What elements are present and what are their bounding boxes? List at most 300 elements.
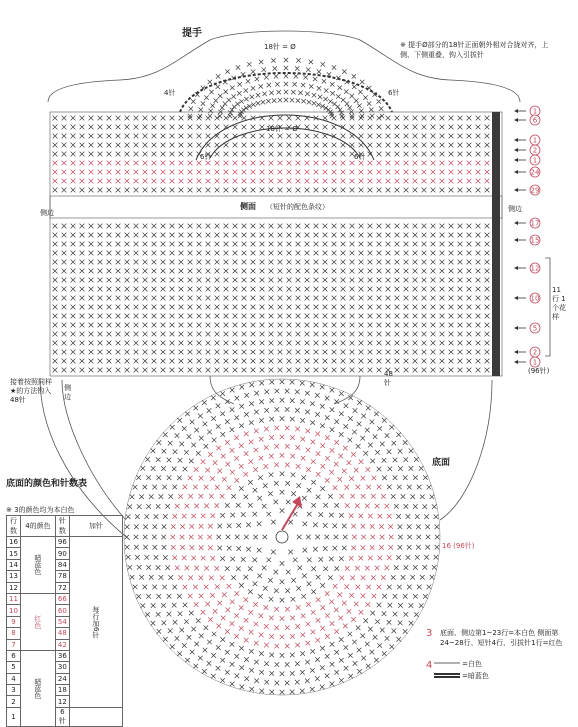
side-stitch (395, 296, 400, 301)
side-stitch (278, 134, 283, 139)
side-stitch (386, 152, 391, 157)
side-stitch (179, 125, 184, 130)
side-stitch (323, 359, 328, 364)
side-stitch (80, 161, 85, 166)
bottom-stitch (204, 485, 209, 490)
handle-stitch (348, 106, 352, 110)
side-stitch (98, 116, 103, 121)
side-stitch (341, 134, 346, 139)
bottom-stitch (291, 491, 296, 496)
handle-stitch (216, 74, 220, 78)
bottom-stitch (274, 588, 279, 593)
bottom-stitch (259, 689, 264, 694)
bottom-stitch (407, 524, 412, 529)
side-stitch (305, 242, 310, 247)
side-stitch (233, 296, 238, 301)
bottom-stitch (330, 427, 335, 432)
handle-stitch (264, 75, 268, 79)
side-stitch (485, 161, 490, 166)
bottom-stitch (208, 452, 213, 457)
side-stitch (323, 332, 328, 337)
side-stitch (269, 251, 274, 256)
bottom-stitch (254, 678, 259, 683)
side-stitch (314, 161, 319, 166)
side-stitch (449, 305, 454, 310)
bottom-stitch (311, 440, 316, 445)
bottom-stitch (275, 681, 280, 686)
side-stitch (323, 350, 328, 355)
side-stitch (188, 170, 193, 175)
bottom-stitch (230, 642, 235, 647)
side-stitch (368, 269, 373, 274)
bottom-stitch (222, 477, 227, 482)
bottom-stitch (394, 504, 399, 509)
side-stitch (395, 161, 400, 166)
side-stitch (458, 188, 463, 193)
bottom-stitch (293, 558, 298, 563)
bottom-stitch (393, 612, 398, 617)
bottom-stitch (230, 388, 235, 393)
bottom-stitch (254, 641, 259, 646)
bottom-stitch (211, 513, 216, 518)
side-stitch (80, 251, 85, 256)
side-stitch (377, 170, 382, 175)
side-stitch (53, 296, 58, 301)
handle-stitch (309, 60, 313, 64)
table-header: 行数 (7, 516, 21, 537)
side-stitch (251, 170, 256, 175)
side-stitch (341, 242, 346, 247)
side-stitch (116, 125, 121, 130)
bottom-stitch (365, 566, 370, 571)
side-stitch (161, 251, 166, 256)
side-stitch (323, 260, 328, 265)
side-stitch (296, 179, 301, 184)
bottom-stitch (264, 605, 269, 610)
side-stitch (359, 224, 364, 229)
side-stitch (98, 134, 103, 139)
handle-stitch (313, 77, 317, 81)
side-stitch (53, 134, 58, 139)
bottom-stitch (366, 467, 371, 472)
bottom-stitch (377, 603, 382, 608)
join-line-mid2 (334, 376, 360, 404)
bottom-stitch (161, 535, 166, 540)
bottom-stitch (203, 648, 208, 653)
side-stitch (260, 188, 265, 193)
side-stitch (188, 233, 193, 238)
bottom-stitch (320, 404, 325, 409)
side-stitch (260, 323, 265, 328)
bottom-stitch (253, 602, 258, 607)
side-stitch (485, 251, 490, 256)
side-stitch (449, 152, 454, 157)
side-stitch (170, 170, 175, 175)
side-stitch (368, 134, 373, 139)
side-stitch (341, 305, 346, 310)
side-stitch (143, 278, 148, 283)
side-stitch (152, 314, 157, 319)
bottom-stitch (333, 546, 338, 551)
handle-stitch (266, 99, 270, 103)
side-stitch (116, 233, 121, 238)
side-stitch (206, 368, 211, 373)
side-stitch (287, 143, 292, 148)
bottom-stitch (398, 621, 403, 626)
bottom-stitch (146, 475, 151, 480)
bottom-stitch (269, 616, 274, 621)
side-stitch (260, 125, 265, 130)
side-stitch (62, 341, 67, 346)
side-stitch (152, 179, 157, 184)
bottom-stitch (363, 451, 368, 456)
side-stitch (179, 332, 184, 337)
bottom-stitch (156, 565, 161, 570)
bottom-stitch (280, 616, 285, 621)
bottom-stitch (315, 432, 320, 437)
side-stitch (431, 188, 436, 193)
side-stitch (170, 341, 175, 346)
bottom-stitch (397, 585, 402, 590)
bottom-stitch (330, 621, 335, 626)
bottom-stitch (285, 644, 290, 649)
side-stitch (161, 260, 166, 265)
side-stitch (251, 161, 256, 166)
side-stitch (296, 242, 301, 247)
side-stitch (341, 296, 346, 301)
side-stitch (449, 350, 454, 355)
bottom-stitch (310, 420, 315, 425)
side-stitch (71, 287, 76, 292)
side-stitch (422, 314, 427, 319)
side-stitch (143, 314, 148, 319)
side-stitch (431, 323, 436, 328)
bottom-stitch (208, 524, 213, 529)
bottom-stitch (416, 545, 421, 550)
bottom-stitch (359, 556, 364, 561)
side-stitch (287, 179, 292, 184)
bottom-stitch (236, 503, 241, 508)
bottom-stitch (315, 657, 320, 662)
bottom-stitch (290, 653, 295, 658)
handle-stitch (210, 103, 214, 107)
side-stitch (269, 179, 274, 184)
bottom-stitch (230, 682, 235, 687)
side-stitch (476, 350, 481, 355)
bottom-stitch (193, 664, 198, 669)
side-stitch (314, 368, 319, 373)
bottom-stitch (269, 671, 274, 676)
side-stitch (107, 233, 112, 238)
side-stitch (314, 233, 319, 238)
side-stitch (278, 269, 283, 274)
bottom-stitch (306, 448, 311, 453)
side-stitch (386, 224, 391, 229)
side-stitch (224, 296, 229, 301)
side-stitch (377, 233, 382, 238)
side-stitch (269, 224, 274, 229)
side-stitch (278, 152, 283, 157)
side-stitch (350, 134, 355, 139)
side-stitch (62, 332, 67, 337)
side-stitch (71, 116, 76, 121)
bottom-stitch (348, 674, 353, 679)
side-stitch (431, 233, 436, 238)
side-stitch (440, 224, 445, 229)
bottom-stitch (151, 466, 156, 471)
handle-stitch (342, 69, 346, 73)
side-stitch (476, 242, 481, 247)
bottom-stitch (285, 407, 290, 412)
row-number: 10 (7, 605, 21, 616)
side-stitch (278, 341, 283, 346)
bottom-stitch (172, 555, 177, 560)
side-stitch (197, 242, 202, 247)
row-number: 4 (7, 673, 21, 684)
side-stitch (89, 278, 94, 283)
side-stitch (269, 278, 274, 283)
handle-stitch (250, 95, 254, 99)
side-stitch (305, 161, 310, 166)
bottom-stitch (211, 396, 216, 401)
bottom-stitch (161, 603, 166, 608)
side-stitch (206, 359, 211, 364)
side-stitch (323, 134, 328, 139)
bottom-stitch (212, 632, 217, 637)
bottom-stitch (248, 589, 253, 594)
side-stitch (242, 224, 247, 229)
bottom-stitch (295, 427, 300, 432)
bottom-stitch (342, 601, 347, 606)
side-stitch (341, 323, 346, 328)
side-stitch (161, 359, 166, 364)
bottom-stitch (378, 555, 383, 560)
stitch-count: 84 (55, 559, 69, 570)
side-stitch (71, 161, 76, 166)
side-stitch (287, 278, 292, 283)
bottom-stitch (220, 556, 225, 561)
side-stitch (80, 314, 85, 319)
side-stitch (341, 188, 346, 193)
bottom-stitch (196, 618, 201, 623)
handle-stitch (262, 67, 266, 71)
side-stitch (485, 233, 490, 238)
side-stitch (134, 242, 139, 247)
bottom-stitch (396, 637, 401, 642)
bottom-stitch (301, 594, 306, 599)
side-stitch (188, 143, 193, 148)
handle-stitch (236, 65, 240, 69)
side-stitch (350, 269, 355, 274)
table-title: 底面的颜色和针数表 (6, 479, 88, 489)
bottom-stitch (371, 535, 376, 540)
side-stitch (404, 359, 409, 364)
side-stitch (350, 341, 355, 346)
bottom-stitch (168, 441, 173, 446)
handle-stitch (241, 108, 245, 112)
side-stitch (206, 323, 211, 328)
side-stitch (179, 341, 184, 346)
row-marker-arrowhead (514, 350, 518, 354)
side-stitch (125, 296, 130, 301)
side-stitch (386, 260, 391, 265)
handle-stitch (251, 69, 255, 73)
side-stitch (251, 287, 256, 292)
bottom-stitch (198, 414, 203, 419)
side-stitch (242, 179, 247, 184)
side-stitch (377, 323, 382, 328)
bottom-stitch (230, 407, 235, 412)
side-stitch (332, 251, 337, 256)
side-stitch (476, 260, 481, 265)
side-stitch (134, 323, 139, 328)
side-stitch (431, 305, 436, 310)
row-marker-arrowhead (514, 238, 518, 242)
bottom-stitch (342, 469, 347, 474)
side-stitch (170, 359, 175, 364)
side-stitch (368, 341, 373, 346)
bottom-stitch (143, 535, 148, 540)
side-stitch (98, 323, 103, 328)
side-stitch (350, 143, 355, 148)
bottom-stitch (307, 512, 312, 517)
bottom-stitch (127, 565, 132, 570)
bottom-stitch (285, 662, 290, 667)
bottom-stitch (220, 513, 225, 518)
side-stitch (287, 233, 292, 238)
side-stitch (458, 143, 463, 148)
side-stitch (368, 143, 373, 148)
bottom-stitch (435, 535, 440, 540)
side-stitch (161, 350, 166, 355)
bottom-stitch (366, 602, 371, 607)
side-stitch (287, 368, 292, 373)
handle-stitch (220, 106, 224, 110)
side-stitch (440, 134, 445, 139)
side-stitch (332, 188, 337, 193)
bottom-stitch (403, 594, 408, 599)
side-stitch (89, 143, 94, 148)
bottom-stitch (275, 662, 280, 667)
side-stitch (62, 161, 67, 166)
side-stitch (404, 116, 409, 121)
bottom-stitch (424, 555, 429, 560)
bottom-stitch (328, 494, 333, 499)
side-stitch (89, 152, 94, 157)
bottom-stitch (134, 545, 139, 550)
bottom-stitch (432, 504, 437, 509)
side-stitch (53, 314, 58, 319)
table-header-row (7, 516, 123, 537)
side-stitch (179, 287, 184, 292)
bottom-stitch (231, 494, 236, 499)
side-stitch (440, 287, 445, 292)
bottom-stitch (264, 661, 269, 666)
side-stitch (125, 332, 130, 337)
bottom-stitch (225, 566, 230, 571)
bottom-stitch (244, 472, 249, 477)
bottom-stitch (175, 433, 180, 438)
bottom-stitch (210, 476, 215, 481)
side-stitch (161, 161, 166, 166)
bottom-stitch (393, 458, 398, 463)
side-stitch (323, 251, 328, 256)
side-stitch (269, 296, 274, 301)
side-stitch (323, 125, 328, 130)
handle-stitch (239, 99, 243, 103)
side-stitch (98, 242, 103, 247)
row-number: 2 (7, 696, 21, 707)
bottom-stitch (254, 429, 259, 434)
bottom-stitch (414, 612, 419, 617)
bottom-stitch (214, 566, 219, 571)
side-stitch (152, 350, 157, 355)
side-stitch (179, 179, 184, 184)
bottom-stitch (274, 625, 279, 630)
side-stitch (197, 314, 202, 319)
side-stitch (287, 314, 292, 319)
side-stitch (206, 233, 211, 238)
side-stitch (188, 188, 193, 193)
bottom-stitch (249, 382, 254, 387)
side-stitch (440, 116, 445, 121)
bottom-stitch (248, 503, 253, 508)
side-stitch (125, 251, 130, 256)
side-stitch (314, 179, 319, 184)
side-stitch (386, 305, 391, 310)
bottom-stitch (360, 634, 365, 639)
bottom-stitch (349, 476, 354, 481)
side-stitch (314, 287, 319, 292)
side-stitch (323, 269, 328, 274)
bottom-stitch (290, 398, 295, 403)
side-stitch (143, 116, 148, 121)
side-stitch (485, 224, 490, 229)
bottom-stitch (389, 644, 394, 649)
bottom-stitch (361, 535, 366, 540)
side-stitch (152, 368, 157, 373)
bottom-stitch (349, 556, 354, 561)
side-stitch (359, 251, 364, 256)
bottom-stitch (295, 661, 300, 666)
side-stitch (233, 314, 238, 319)
side-stitch (98, 314, 103, 319)
side-stitch (233, 350, 238, 355)
side-stitch (413, 161, 418, 166)
bottom-stitch (417, 485, 422, 490)
side-stitch (62, 143, 67, 148)
bottom-stitch (235, 478, 240, 483)
side-stitch (107, 170, 112, 175)
bottom-stitch (199, 436, 204, 441)
side-stitch (413, 188, 418, 193)
side-stitch (368, 188, 373, 193)
bottom-stitch (409, 466, 414, 471)
bottom-stitch (152, 585, 157, 590)
side-stitch (80, 152, 85, 157)
bottom-stitch (163, 637, 168, 642)
side-stitch (206, 143, 211, 148)
side-stitch (287, 296, 292, 301)
side-stitch (458, 233, 463, 238)
side-stitch (107, 314, 112, 319)
side-stitch (206, 305, 211, 310)
bottom-stitch (300, 399, 305, 404)
bottom-stitch (268, 491, 273, 496)
side-stitch (314, 152, 319, 157)
bottom-stitch (180, 535, 185, 540)
handle-stitch (345, 102, 349, 106)
